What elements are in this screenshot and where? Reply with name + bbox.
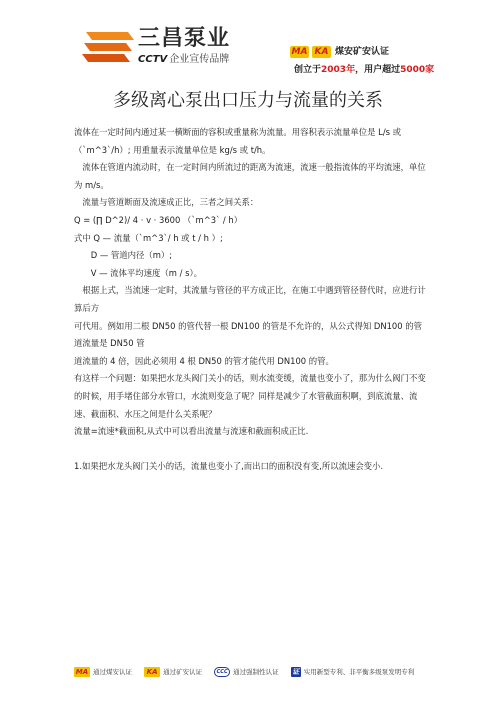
founded-year: 2003年 — [321, 65, 356, 75]
footer-item-ka — [144, 667, 202, 677]
cctv-mark: CCTV — [138, 54, 168, 65]
brand-tagline — [138, 54, 229, 66]
founded-mid: ，用户超过 — [355, 65, 401, 75]
paragraph: 有这样一个问题：如果把水龙头阀门关小的话，则水流变缓，流量也变小了，那为什么阀门不变的时候，用手堵住部分水管口，水流则变急了呢？同样是减少了水管截面积啊，到底流量、流速、截面积、水压之间是什么关系呢？ — [74, 373, 426, 419]
footer-item-ma — [74, 667, 132, 677]
footer-item-patent — [291, 667, 415, 677]
paragraph: 流量与管道断面及流速成正比，三者之间关系： — [74, 197, 259, 208]
document-title: 多级离心泵出口压力与流量的关系 — [113, 90, 383, 111]
formula-legend-v: V — 流体平均速度（m / s）。 — [74, 267, 203, 278]
paragraph: 流体在一定时间内通过某一横断面的容积或重量称为流量。用容积表示流量单位是 L/s 或（`m^3`/h）; 用重量表示流量单位是 kg/s 或 t/h。 — [74, 127, 402, 155]
page-footer — [74, 667, 426, 681]
formula-legend-d: D — 管道内径（m）; — [74, 250, 173, 261]
company-logo — [80, 28, 134, 66]
paragraph: 流量=流速*截面积,从式中可以看出流量与流速和截面积成正比. — [74, 426, 309, 437]
paragraph: 可代用。例如用二根 DN50 的管代替一根 DN100 的管是不允许的，从公式得知 DN100 的管道流量是 DN50 管 — [74, 320, 422, 349]
footer-item-ccc — [214, 667, 279, 677]
paragraph: 1.如果把水龙头阀门关小的话，流量也变小了,而出口的面积没有变,所以流速会变小. — [74, 461, 384, 472]
founded-prefix: 创立于 — [294, 65, 322, 75]
brand-tagline-text: 企业宣传品牌 — [169, 54, 230, 65]
paragraph: 根据上式，当流速一定时，其流量与管径的平方成正比，在施工中遇到管径替代时，应进行计算后方 — [74, 285, 426, 313]
ccc-badge-icon: CCC — [214, 667, 230, 677]
footer-label: 实用新型专利、非平衡多级泵发明专利 — [303, 668, 415, 676]
footer-label: 通过强制性认证 — [233, 668, 279, 676]
certification-text: 煤安矿安认证 — [335, 47, 390, 57]
user-count: 5000家 — [400, 65, 435, 75]
footer-label: 通过煤安认证 — [93, 668, 132, 676]
certificate-icon: 证 — [292, 668, 300, 676]
certification-block — [290, 44, 440, 80]
ma-badge-icon: MA — [291, 47, 308, 57]
founded-text — [294, 64, 434, 76]
ma-badge-icon: MA — [75, 668, 89, 676]
page-header — [0, 0, 496, 80]
paragraph-spacer — [74, 441, 426, 459]
formula-legend-q: 式中 Q — 流量（`m^3`/ h 或 t / h ）; — [74, 232, 223, 243]
ka-badge-icon: KA — [312, 46, 331, 58]
paragraph: 道流量的 4 倍，因此必须用 4 根 DN50 的管才能代用 DN100 的管。 — [74, 355, 334, 366]
document-body — [74, 124, 426, 476]
formula: Q = (∏ D^2)/ 4 · v · 3600 （`m^3` / h） — [74, 214, 243, 225]
ka-badge-icon: KA — [144, 667, 160, 677]
footer-label: 通过矿安认证 — [163, 668, 203, 676]
paragraph: 流体在管道内流动时，在一定时间内所流过的距离为流速，流速一般指流体的平均流速，单位为 m/s。 — [74, 162, 426, 190]
brand-name: 三昌泵业 — [138, 26, 231, 51]
